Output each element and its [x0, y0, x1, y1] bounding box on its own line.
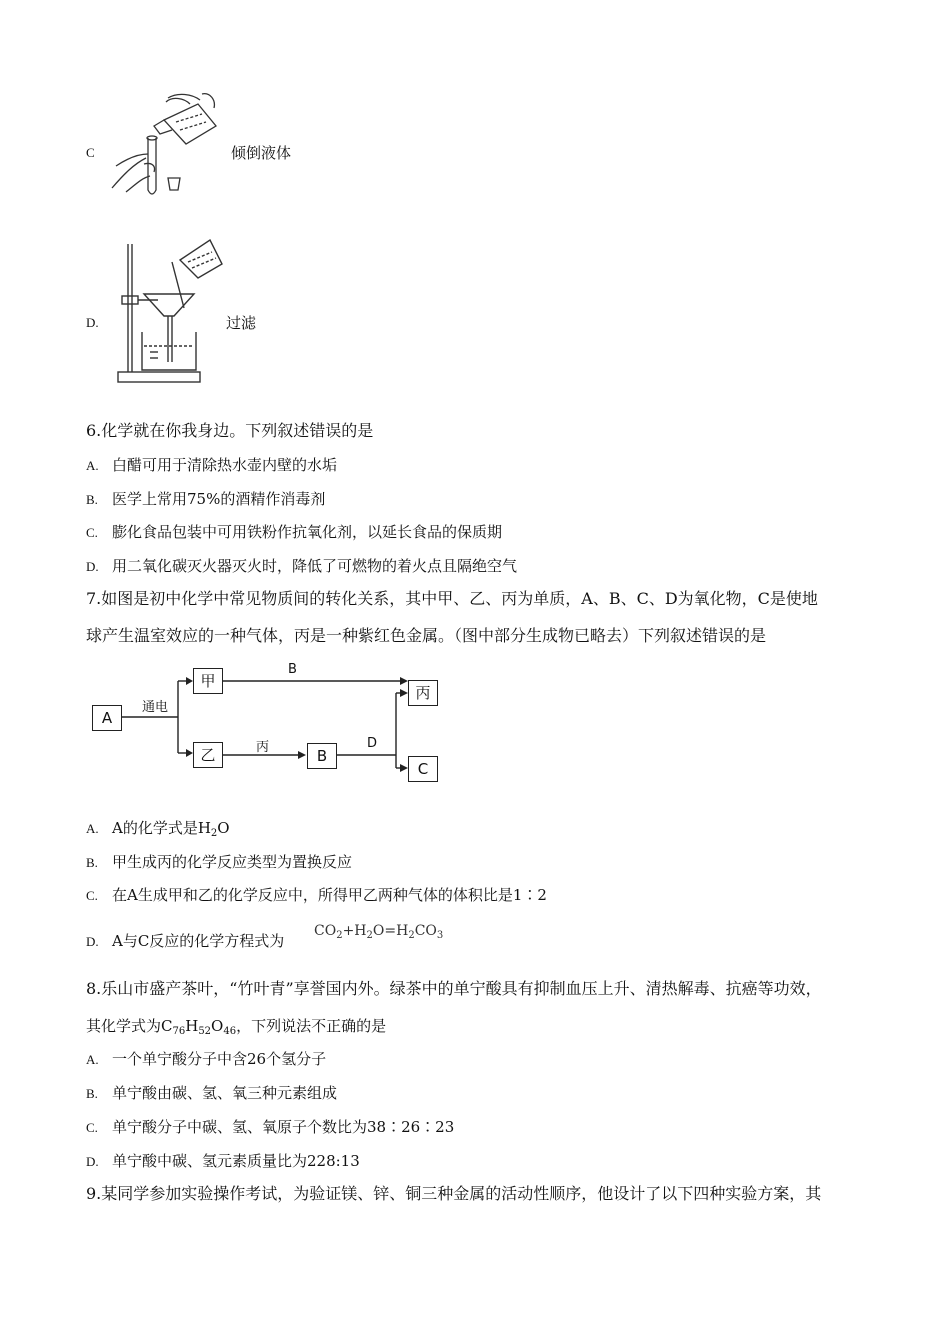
- option-c-letter: C: [86, 145, 95, 160]
- q7-stem-line2: 球产生温室效应的一种气体，丙是一种紫红色金属。（图中部分生成物已略去）下列叙述错误的是: [86, 626, 767, 645]
- edge-label-bing: 丙: [256, 740, 270, 755]
- option-d-caption: 过滤: [226, 314, 257, 332]
- q8-option-a: A. 一个单宁酸分子中含26个氢分子: [86, 1050, 327, 1068]
- edge-label-tongdian: 通电: [142, 700, 169, 715]
- q8-option-d: D. 单宁酸中碳、氢元素质量比为228:13: [86, 1152, 360, 1170]
- edge-label-b: B: [288, 662, 297, 677]
- edge-label-d: D: [367, 736, 378, 751]
- q8-option-b: B. 单宁酸由碳、氢、氧三种元素组成: [86, 1084, 338, 1102]
- node-bing: 丙: [408, 680, 438, 706]
- node-yi: 乙: [193, 742, 223, 768]
- q8-stem-line2: 其化学式为$C_{76}H_{52}O_{46}$，下列说法不正确的是: [86, 1017, 387, 1037]
- node-b: B: [307, 743, 337, 769]
- option-d-letter: D.: [86, 315, 99, 330]
- filtration-illustration: [114, 234, 226, 386]
- q8-option-c: C. 单宁酸分子中碳、氢、氧原子个数比为38∶26∶23: [86, 1118, 455, 1136]
- pouring-liquid-illustration: [106, 92, 226, 204]
- q7-option-c: C. 在A生成甲和乙的化学反应中，所得甲乙两种气体的体积比是1∶2: [86, 886, 547, 904]
- q7-option-d: D. A与C反应的化学方程式为: [86, 932, 285, 950]
- q9-stem: 9.某同学参加实验操作考试，为验证镁、锌、铜三种金属的活动性顺序，他设计了以下四种实验方案，其: [86, 1184, 822, 1203]
- node-a: A: [92, 705, 122, 731]
- q7-stem-line1: 7.如图是初中化学中常见物质间的转化关系，其中甲、乙、丙为单质，A、B、C、D为氧化物，C是使地: [86, 589, 818, 608]
- q6-option-a: A. 白醋可用于清除热水壶内壁的水垢: [86, 456, 338, 474]
- node-c: C: [408, 756, 438, 782]
- q7-equation: $CO_2+H_2O=H_2CO_3$: [314, 923, 444, 941]
- q6-option-b: B. 医学上常用75%的酒精作消毒剂: [86, 490, 326, 508]
- q7-option-b: B. 甲生成丙的化学反应类型为置换反应: [86, 853, 353, 871]
- q8-stem-line1: 8.乐山市盛产茶叶，“竹叶青”享誉国内外。绿茶中的单宁酸具有抑制血压上升、清热解毒、抗癌等功效，: [86, 979, 822, 998]
- q6-option-c: C. 膨化食品包装中可用铁粉作抗氧化剂，以延长食品的保质期: [86, 523, 503, 541]
- node-jia: 甲: [193, 668, 223, 694]
- diagram-connectors: [80, 660, 460, 790]
- q6-option-d: D. 用二氧化碳灭火器灭火时，降低了可燃物的着火点且隔绝空气: [86, 557, 518, 575]
- q6-stem: 6.化学就在你我身边。下列叙述错误的是: [86, 421, 374, 440]
- option-c-caption: 倾倒液体: [231, 144, 292, 162]
- transformation-diagram: [80, 660, 460, 790]
- q7-option-a: A. A的化学式是$H_2O$: [86, 819, 230, 839]
